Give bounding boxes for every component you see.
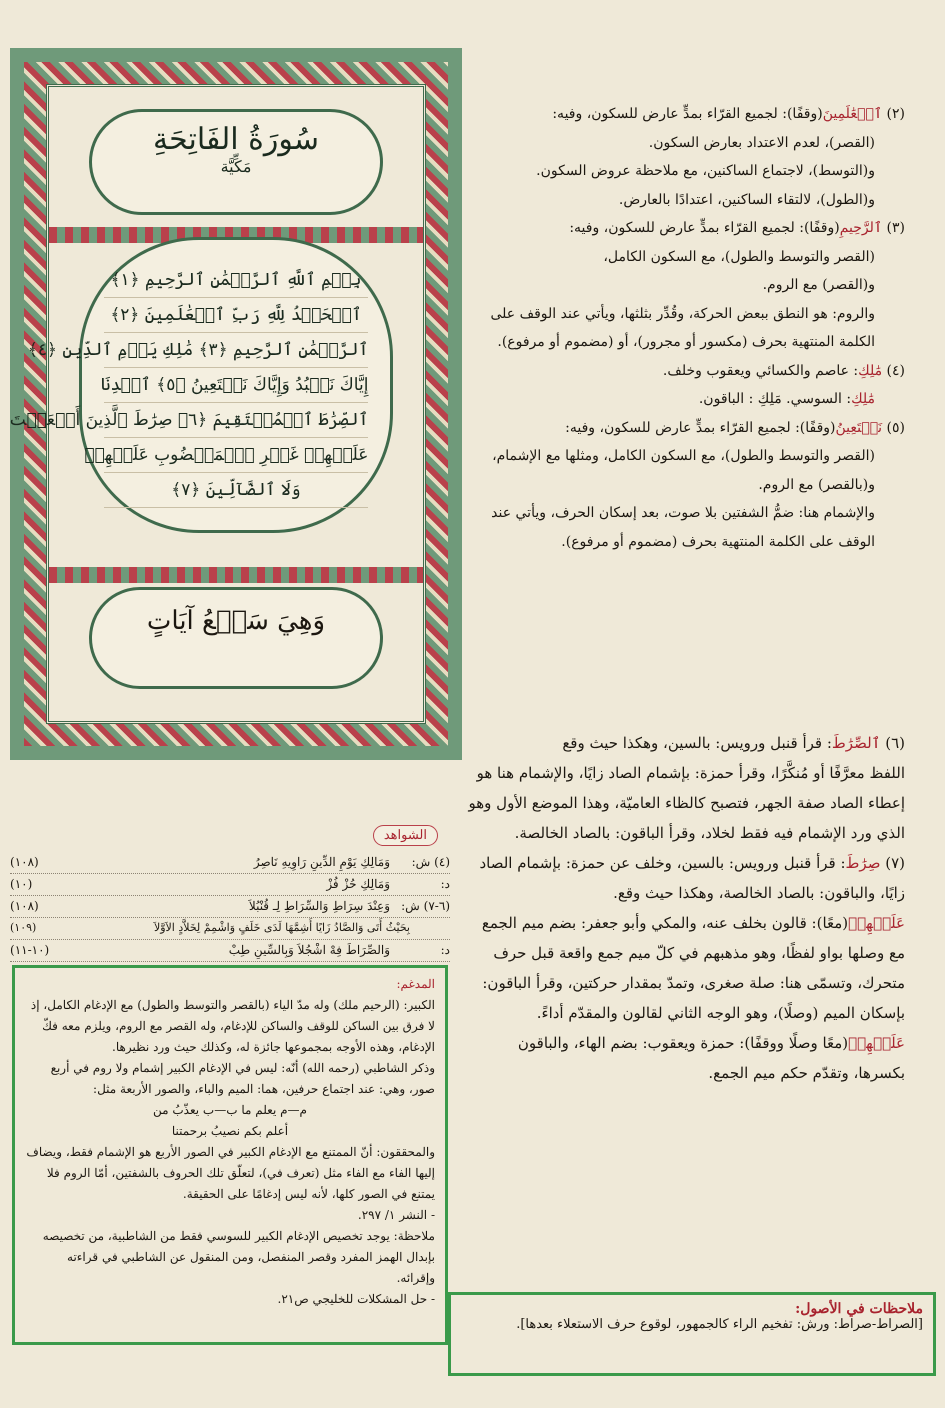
- ornament-band: [49, 567, 423, 583]
- shawahid-box: [10, 825, 450, 957]
- commentary-item: (القصر والتوسط والطول)، مع السكون الكامل،: [603, 248, 875, 265]
- verses-circle: [9, 237, 393, 533]
- mudgham-line: الكبير: (الرحيم ملك) وله مدّ الياء (بالقصر والتوسط والطول) مع الإدغام الكامل، إذ لا فرق بين الساكن للوقف والساكن للإدغام، وله القصر مع الروم، ويلزم معه فكّ الإدغام، وهذه الأوجه بمجموعها جائزة له، وكذلك حيث ورد نظيرها.: [30, 998, 435, 1054]
- verse-line: إِيَّاكَ نَعۡبُدُ وَإِيَّاكَ نَسۡتَعِينُ ﴿٥﴾ ٱهۡدِنَا: [104, 368, 369, 403]
- mudgham-line: وذكر الشاطبي (رحمه الله) أنّه: ليس في الإدغام الكبير إشمام ولا روم في أربع صور، وهي: عند اجتماع حرفين، هما: الميم والباء، والصور الأربعة مثل:: [50, 1061, 435, 1096]
- shawahid-row: (٤) ش: وَمَالِكِ يَوْمِ الدِّينِ رَاوِيهِ نَاصِرُ (١٠٨): [10, 851, 450, 874]
- mudgham-line: م—م يعلم ما ب—ب يعذّبُ من: [153, 1103, 307, 1117]
- commentary-item: مَٰلِكِ: السوسي. مَلِكِ : الباقون.: [698, 391, 875, 407]
- commentary-item: (٤) مَٰلِكِ: عاصم والكسائي ويعقوب وخلف.: [662, 362, 905, 379]
- commentary-item: و(التوسط)، لاجتماع الساكنين، مع ملاحظة عروض السكون.: [536, 163, 875, 179]
- lower-item: اللفظ معرَّفًا أو مُنكَّرًا، وقرأ حمزة: بإشمام الصاد زايًا، والإشمام هنا هو إعطاء الصاد صفة الجهر، فتصبح كالظاء العاميّة، وهذا الموضع الأول وهو الذي ورد الإشمام فيه فقط لخلاد، وقرأ الباقون: بالصاد الخالصة.: [468, 764, 905, 842]
- mudgham-box: [12, 965, 448, 1345]
- verse-line: ٱلصِّرَٰطَ ٱلۡمُسۡتَقِيمَ ﴿٦﴾ صِرَٰطَ ٱلَّذِينَ أَنۡعَمۡتَ: [104, 403, 369, 438]
- commentary-item: (٢) ٱلۡعَٰلَمِينَ(وقفًا): لجميع القرّاء بمدٍّ عارض للسكون، وفيه:: [552, 106, 905, 122]
- verse-line: ٱلۡحَمۡدُ لِلَّهِ رَبِّ ٱلۡعَٰلَمِينَ ﴿٢﴾: [104, 298, 369, 333]
- commentary-item: (القصر)، لعدم الاعتداد بعارض السكون.: [648, 134, 875, 151]
- sura-frame: [10, 48, 462, 760]
- sura-subtitle: مَكِّيَّة: [220, 157, 252, 176]
- lower-item: عَلَيۡهِمۡ(معًا وصلًا ووقفًا): حمزة ويعقوب: بضم الهاء، والباقون بكسرها، وتقدّم حكم ميم الجمع.: [517, 1034, 905, 1082]
- mudgham-line: - النشر ١/ ٢٩٧.: [357, 1208, 435, 1222]
- sura-title: سُورَةُ الفَاتِحَةِ: [153, 122, 319, 157]
- commentary-item: و(القصر) مع الروم.: [762, 277, 875, 293]
- shawahid-row: (٦-٧) ش: وَعِنْدَ سِرَاطِ وَالسِّرَاطِ لِـ قُنْبُلاَ (١٠٨): [10, 895, 450, 918]
- verse-line: وَلَا ٱلضَّآلِّينَ ﴿٧﴾: [104, 473, 369, 508]
- commentary-item: (٥) نَسۡتَعِينُ(وقفًا): لجميع القرّاء بمدٍّ عارض للسكون، وفيه:: [565, 419, 905, 436]
- commentary-item: والإشمام هنا: ضمُّ الشفتين بلا صوت، بعد إسكان الحرف، ويأتي عند الوقف على الكلمة المنتهية بحرف (مضموم أو مرفوع).: [491, 505, 875, 550]
- lower-text: [465, 728, 905, 1088]
- commentary-item: (القصر والتوسط والطول)، مع السكون الكامل، ومثلها مع الإشمام، و(بالقصر) مع الروم.: [492, 448, 875, 493]
- shawahid-row: د: وَمَالِكِ حُزْ فُزْ (١٠): [10, 873, 450, 896]
- commentary: [465, 100, 905, 556]
- notes-text: [الصراط-صراط: ورش: تفخيم الراء كالجمهور، لوقوع حرف الاستعلاء بعدها].: [516, 1317, 923, 1332]
- mudgham-title: المدغم:: [396, 977, 435, 991]
- commentary-item: و(الطول)، لالتقاء الساكنين، اعتدادًا بالعارض.: [618, 191, 875, 208]
- sura-frame-inner: [9, 84, 426, 724]
- verse-line: ٱلرَّحۡمَٰنِ ٱلرَّحِيمِ ﴿٣﴾ مَٰلِكِ يَوۡمِ ٱلدِّينِ ﴿٤﴾: [104, 333, 369, 368]
- shawahid-row: بِحَيْثُ أَتَى وَالصَّادُ زَايًا أَشِمَّهَا لَدَى خَلَفٍ وَاشْمِمْ لِخَلاَّدٍ الاَوَّلاَ (١٠٩): [10, 917, 450, 940]
- shawahid-row: د: وَالصِّرَاطَ فِهْ اشْجُلاَ وَبِالسِّينِ طِبْ (١٠-١١): [10, 939, 450, 962]
- mudgham-line: ملاحظة: يوجد تخصيص الإدغام الكبير للسوسي فقط من الشاطبية، من تخصيصه بإبدال الهمز المفرد وقصر المنفصل، ومن المنقول عن الشاطبي في قراءته وإقرائه.: [42, 1229, 435, 1285]
- shawahid-title: الشواهد: [373, 825, 438, 846]
- ayah-count: وَهِيَ سَبۡعُ آيَاتٍ: [146, 606, 326, 636]
- sura-title-cartouche: [89, 109, 383, 215]
- commentary-item: والروم: هو النطق ببعض الحركة، وقُدِّر بثلثها، ويأتي عند الوقف على الكلمة المنتهية بحرف (مكسور أو مجرور)، أو (مضموم أو مرفوع).: [490, 305, 875, 350]
- mudgham-line: أعلم بكم نصيبُ برحمتنا: [171, 1124, 289, 1138]
- lower-item: (٦) ٱلصِّرَٰطَ: قرأ قنبل ورويس: بالسين، وهكذا حيث وقع: [562, 734, 905, 752]
- ayah-count-cartouche: [89, 587, 383, 689]
- notes-box: [448, 1292, 936, 1376]
- notes-title: ملاحظات في الأصول:: [795, 1301, 923, 1317]
- verse-line: عَلَيۡهِمۡ غَيۡرِ ٱلۡمَغۡضُوبِ عَلَيۡهِمۡ: [104, 438, 369, 473]
- commentary-item: (٣) ٱلرَّحِيمِ(وقفًا): لجميع القرّاء بمدٍّ عارض للسكون، وفيه:: [569, 220, 905, 236]
- lower-item: (٧) صِرَٰطَ: قرأ قنبل ورويس: بالسين، وخلف عن حمزة: بإشمام الصاد زايًا، والباقون: بالصاد الخالصة، وهكذا حيث وقع.: [479, 854, 905, 902]
- mudgham-line: - حل المشكلات للخليجي ص٢١.: [277, 1292, 435, 1306]
- mudgham-line: والمحققون: أنّ الممتنع مع الإدغام الكبير في الصور الأربع هو الإشمام فقط، ويضاف إليها الفاء مع الفاء مثل (تعرف في)، لتعلّق تلك الحروف بالشفتين، أمّا الروم فلا يمتنع في الصور كلها، لأنه ليس إدغامًا على الحقيقة.: [26, 1145, 435, 1201]
- verse-line: بِسۡمِ ٱللَّهِ ٱلرَّحۡمَٰنِ ٱلرَّحِيمِ ﴿١﴾: [104, 263, 369, 298]
- lower-item: عَلَيۡهِمۡ(معًا): قالون بخلف عنه، والمكي وأبو جعفر: بضم ميم الجمع مع وصلها بواو لفظًا، وهو مذهبهم في كلّ ميم جمع واقعة قبل حرف متحرك، وتسمّى هنا: صلة صغرى، وتمدّ بمقدار حركتين، وقرأ الباقون: بإسكان الميم (وصلًا)، وهو الوجه الثاني لقالون والمقدّم أداءً.: [481, 914, 905, 1022]
